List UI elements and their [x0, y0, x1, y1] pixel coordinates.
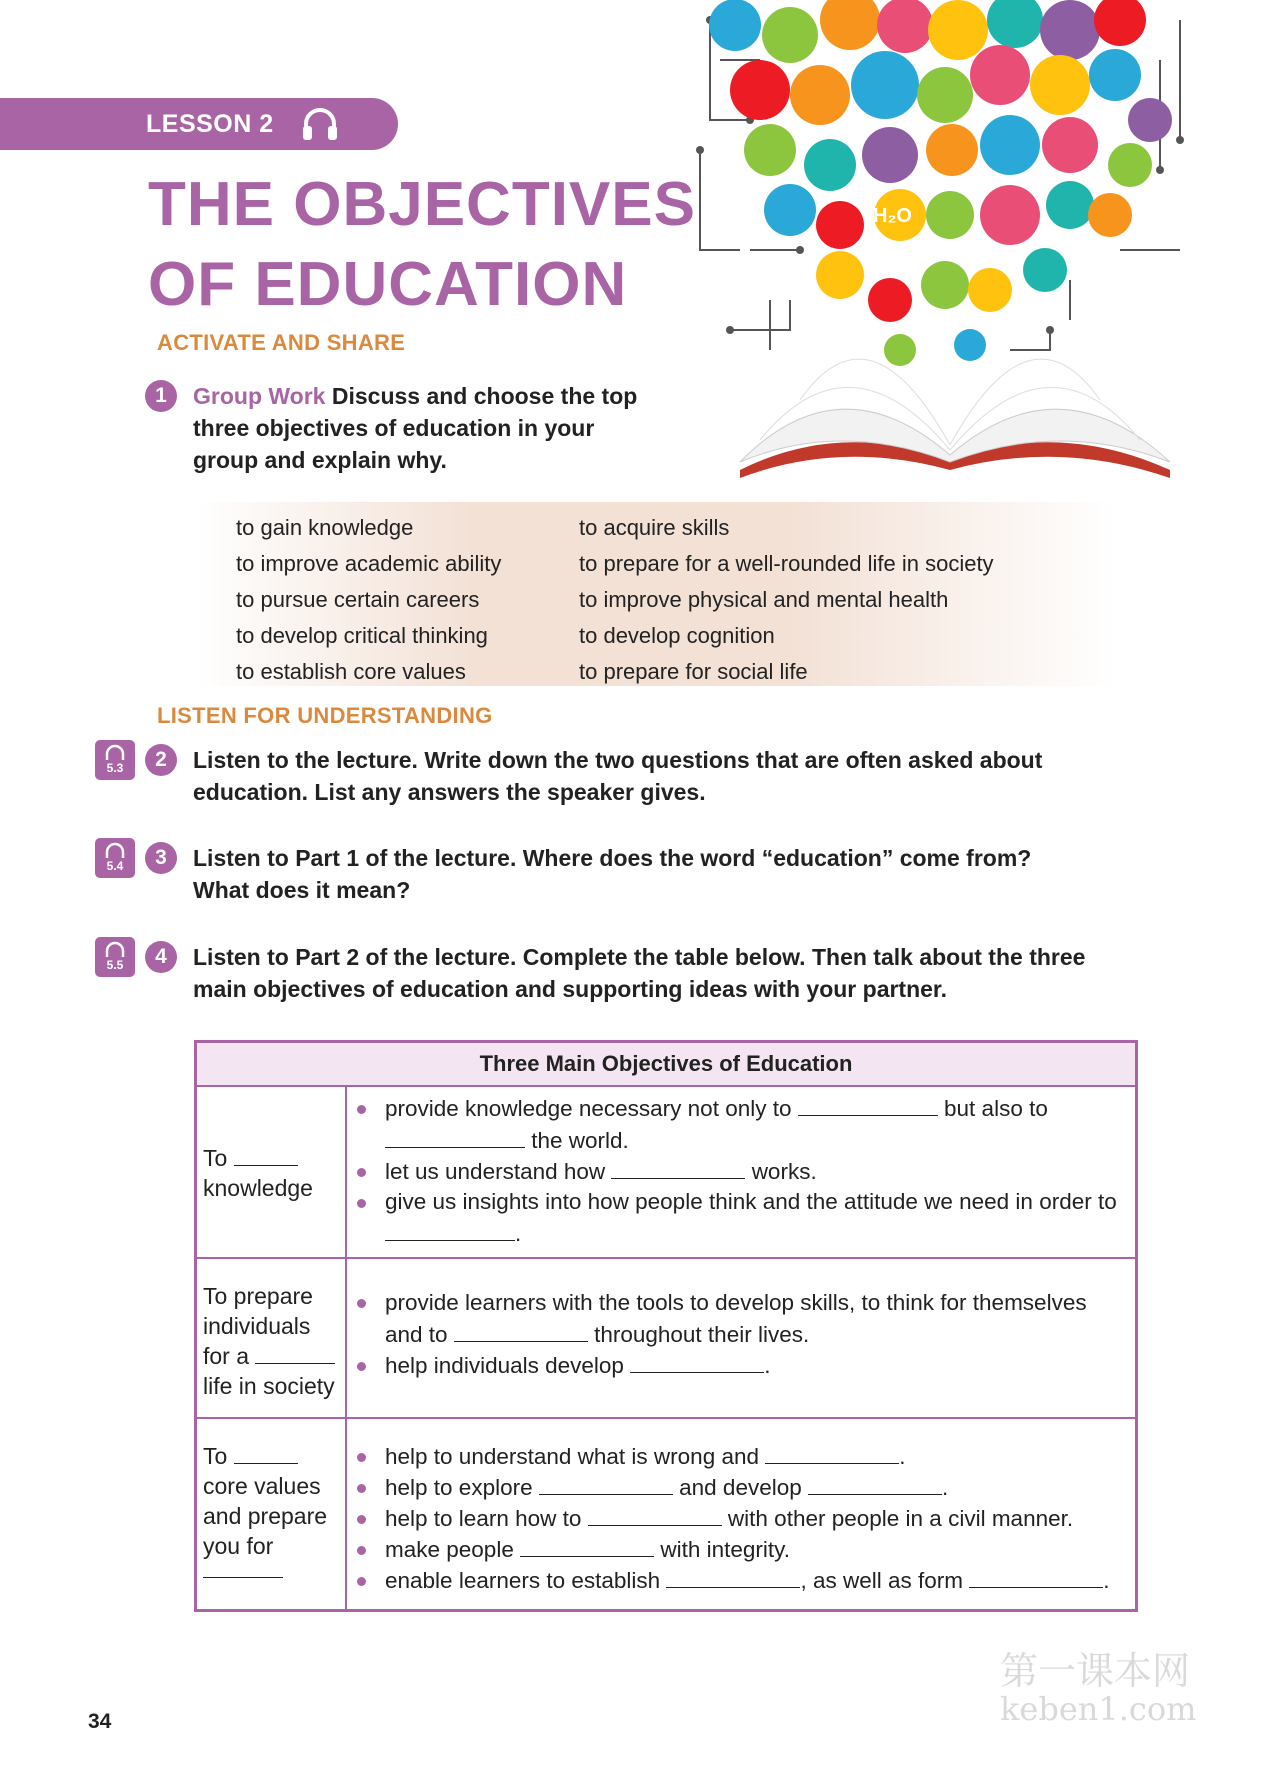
- line-text: .: [942, 1475, 949, 1500]
- line-text: with other people in a civil manner.: [727, 1506, 1074, 1531]
- row-3-label: [197, 1419, 347, 1609]
- task-number-1: 1: [145, 380, 177, 412]
- objective-item: to improve physical and mental health: [579, 587, 949, 612]
- page-title: [148, 165, 708, 325]
- bullet-line: [385, 1350, 770, 1382]
- answer-blank[interactable]: [588, 1503, 722, 1526]
- bullet-icon: [357, 1515, 366, 1524]
- row-3-content: [347, 1419, 1135, 1609]
- row-2-label: [197, 1259, 347, 1417]
- line-text: but also to: [944, 1096, 1048, 1121]
- line-text: and develop: [679, 1475, 802, 1500]
- task-2-text: [193, 744, 1143, 808]
- answer-blank[interactable]: [234, 1441, 298, 1464]
- task-1-line-3: group and explain why.: [193, 447, 447, 473]
- audio-track-badge[interactable]: [95, 937, 135, 977]
- answer-blank[interactable]: [630, 1350, 764, 1373]
- objective-item: to develop critical thinking: [236, 623, 488, 648]
- answer-blank[interactable]: [611, 1156, 745, 1179]
- line-text: help to understand what is wrong and: [385, 1444, 759, 1469]
- objectives-table: [194, 1040, 1138, 1612]
- audio-track-number: 5.4: [106, 859, 124, 873]
- task-4-line-2: main objectives of education and supporting ideas with your partner.: [193, 976, 948, 1002]
- line-text: .: [764, 1353, 771, 1378]
- table-row: [197, 1087, 1135, 1259]
- bullet-icon: [357, 1577, 366, 1586]
- headphones-icon: [300, 104, 340, 144]
- line-text: give us insights into how people think and the attitude we need in order to: [385, 1189, 1117, 1214]
- bullet-line: [385, 1093, 1048, 1125]
- objectives-left-column: [236, 510, 501, 690]
- objective-item: to acquire skills: [579, 515, 730, 540]
- bullet-icon: [357, 1362, 366, 1371]
- label-text: and prepare: [203, 1503, 328, 1529]
- task-1-line-1: Discuss and choose the top: [325, 383, 638, 409]
- label-text: To: [203, 1443, 228, 1469]
- line-text: , as well as form: [800, 1568, 963, 1593]
- objective-item: to improve academic ability: [236, 551, 502, 576]
- audio-track-number: 5.3: [106, 761, 124, 775]
- bullet-icon: [357, 1546, 366, 1555]
- answer-blank[interactable]: [255, 1341, 335, 1364]
- answer-blank[interactable]: [765, 1441, 899, 1464]
- objective-item: to develop cognition: [579, 623, 775, 648]
- headphones-icon: [104, 941, 126, 959]
- page-number: 34: [88, 1710, 112, 1733]
- task-4-text: [193, 941, 1153, 1005]
- answer-blank[interactable]: [234, 1143, 298, 1166]
- task-3-line-2: What does it mean?: [193, 877, 411, 903]
- watermark-url: keben1.com: [1000, 1690, 1197, 1728]
- objective-item: to prepare for social life: [579, 659, 808, 684]
- table-row: [197, 1419, 1135, 1609]
- label-text: life in society: [203, 1373, 335, 1399]
- label-text: knowledge: [203, 1175, 313, 1201]
- listen-heading: LISTEN FOR UNDERSTANDING: [157, 703, 493, 728]
- task-1-text: [193, 380, 713, 476]
- answer-blank[interactable]: [454, 1319, 588, 1342]
- activate-heading: ACTIVATE AND SHARE: [157, 330, 406, 355]
- line-text: with integrity.: [660, 1537, 791, 1562]
- task-3-line-1: Listen to Part 1 of the lecture. Where does the word “education” come from?: [193, 845, 1032, 871]
- label-text: you for: [203, 1533, 274, 1559]
- line-text: let us understand how: [385, 1159, 606, 1184]
- bullet-icon: [357, 1484, 366, 1493]
- task-number-4: 4: [145, 941, 177, 973]
- lesson-label: LESSON 2: [146, 109, 274, 138]
- bullet-line: [385, 1472, 948, 1504]
- title-line-2: OF EDUCATION: [148, 250, 628, 319]
- bullet-line: [385, 1156, 817, 1188]
- label-text: core values: [203, 1473, 321, 1499]
- title-line-1: THE OBJECTIVES: [148, 170, 696, 239]
- group-work-label: Group Work: [193, 383, 326, 409]
- row-2-content: [347, 1259, 1135, 1417]
- line-text: provide learners with the tools to develop skills, to think for themselves: [385, 1290, 1087, 1315]
- audio-track-badge[interactable]: [95, 838, 135, 878]
- table-title: Three Main Objectives of Education: [197, 1043, 1135, 1087]
- bullet-icon: [357, 1299, 366, 1308]
- line-text: the world.: [531, 1128, 629, 1153]
- line-text: throughout their lives.: [594, 1322, 810, 1347]
- bullet-line: [385, 1319, 809, 1351]
- table-row: [197, 1259, 1135, 1419]
- objective-item: to prepare for a well-rounded life in society: [579, 551, 994, 576]
- line-text: help to explore: [385, 1475, 533, 1500]
- objectives-list: [196, 502, 1116, 686]
- line-text: enable learners to establish: [385, 1568, 661, 1593]
- bullet-line: [385, 1125, 629, 1157]
- bullet-icon: [357, 1105, 366, 1114]
- h2o-label: H₂O: [873, 205, 912, 227]
- task-number-3: 3: [145, 842, 177, 874]
- bullet-line: [385, 1186, 1117, 1218]
- line-text: help to learn how to: [385, 1506, 582, 1531]
- line-text: help individuals develop: [385, 1353, 624, 1378]
- education-illustration: [690, 0, 1210, 490]
- answer-blank[interactable]: [520, 1534, 654, 1557]
- bullet-icon: [357, 1168, 366, 1177]
- line-text: provide knowledge necessary not only to: [385, 1096, 792, 1121]
- line-text: .: [899, 1444, 906, 1469]
- label-text: individuals: [203, 1313, 311, 1339]
- answer-blank[interactable]: [539, 1472, 673, 1495]
- label-text: for a: [203, 1343, 250, 1369]
- headphones-icon: [104, 842, 126, 860]
- answer-blank[interactable]: [808, 1472, 942, 1495]
- bullet-line: [385, 1534, 790, 1566]
- answer-blank[interactable]: [385, 1125, 525, 1148]
- answer-blank[interactable]: [969, 1565, 1103, 1588]
- row-1-content: [347, 1087, 1135, 1257]
- headphones-icon: [104, 744, 126, 762]
- row-1-label: [197, 1087, 347, 1257]
- task-4-line-1: Listen to Part 2 of the lecture. Complete the table below. Then talk about the three: [193, 944, 1086, 970]
- line-text: and to: [385, 1322, 448, 1347]
- lesson-tab: [0, 98, 398, 150]
- task-number-2: 2: [145, 744, 177, 776]
- audio-track-number: 5.5: [106, 958, 124, 972]
- bullet-line: [385, 1565, 1110, 1597]
- bullet-line: [385, 1218, 521, 1250]
- answer-blank[interactable]: [798, 1093, 938, 1116]
- line-text: .: [515, 1221, 522, 1246]
- label-text: To: [203, 1145, 228, 1171]
- line-text: .: [1103, 1568, 1110, 1593]
- label-text: To prepare: [203, 1283, 313, 1309]
- objective-item: to establish core values: [236, 659, 466, 684]
- bullet-icon: [357, 1199, 366, 1208]
- watermark-cn: 第一课本网: [1000, 1649, 1191, 1693]
- task-2-line-1: Listen to the lecture. Write down the two questions that are often asked about: [193, 747, 1043, 773]
- task-3-text: [193, 842, 1143, 906]
- answer-blank[interactable]: [666, 1565, 800, 1588]
- line-text: make people: [385, 1537, 514, 1562]
- bullet-icon: [357, 1453, 366, 1462]
- bullet-line: [385, 1441, 906, 1473]
- line-text: works.: [751, 1159, 817, 1184]
- task-2-line-2: education. List any answers the speaker gives.: [193, 779, 706, 805]
- bullet-line: [385, 1287, 1087, 1319]
- objective-item: to gain knowledge: [236, 515, 414, 540]
- bullet-line: [385, 1503, 1073, 1535]
- answer-blank[interactable]: [385, 1218, 515, 1241]
- task-1-line-2: three objectives of education in your: [193, 415, 595, 441]
- objectives-right-column: [579, 510, 994, 690]
- answer-blank[interactable]: [203, 1555, 283, 1578]
- audio-track-badge[interactable]: [95, 740, 135, 780]
- objective-item: to pursue certain careers: [236, 587, 480, 612]
